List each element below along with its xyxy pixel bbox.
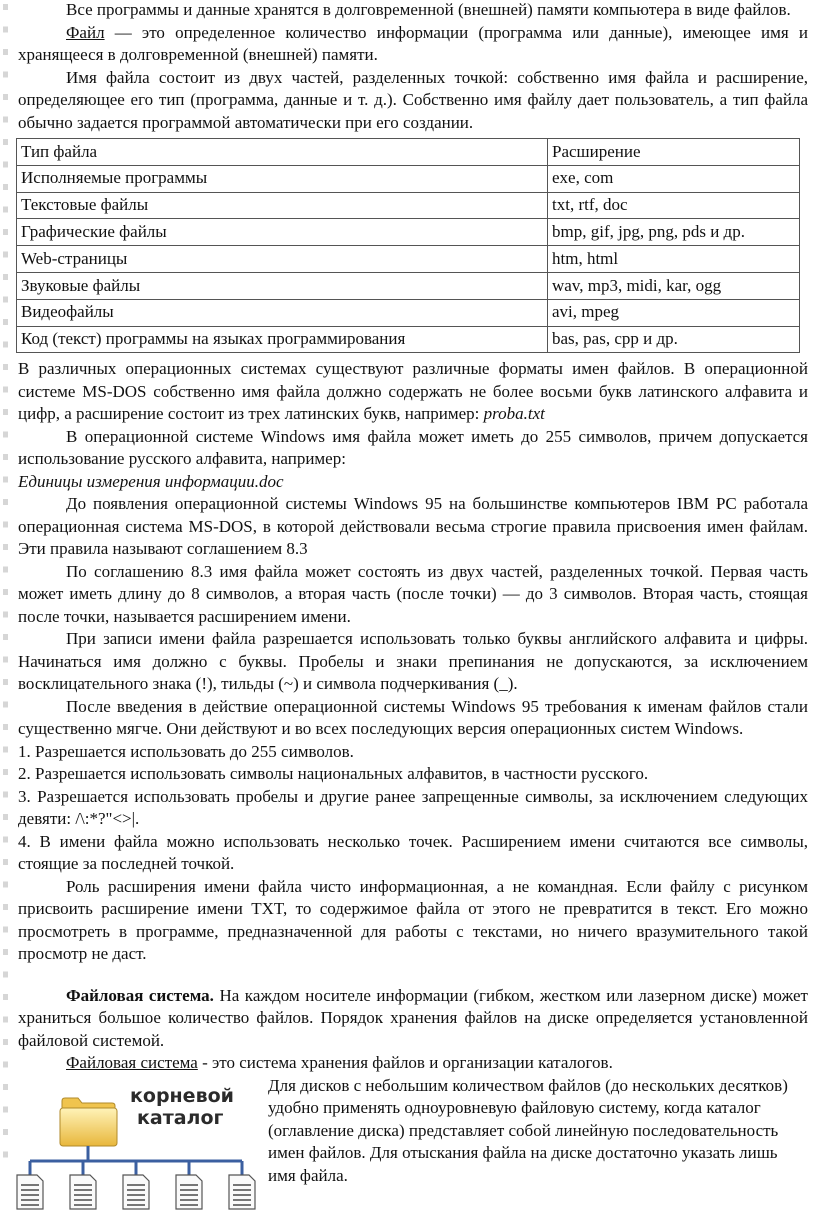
table-row	[17, 165, 800, 192]
file-type-cell: Видеофайлы	[17, 299, 548, 326]
extension-cell: avi, mpeg	[548, 299, 800, 326]
paragraph: До появления операционной системы Windows 95 на большинстве компьютеров IBM PC работала операционная система MS-DOS, в которой действовали весьма строгие правила присвоения имен файлам. Эти правила называют соглашением 8.3	[18, 494, 808, 559]
spacer	[18, 966, 808, 985]
file-type-cell: Звуковые файлы	[17, 272, 548, 299]
extension-cell: htm, html	[548, 246, 800, 273]
table-row	[17, 326, 800, 353]
file-type-cell: Текстовые файлы	[17, 192, 548, 219]
list-item: 4. В имени файла можно использовать несколько точек. Расширением имени считаются все символы, стоящие за последней точкой.	[18, 831, 808, 874]
extension-cell: exe, com	[548, 165, 800, 192]
file-type-cell: Тип файла	[17, 139, 548, 166]
paragraph: Роль расширения имени файла чисто информационная, а не командная. Если файлу с рисунком присвоить расширение имени TXT, то содержимое файла от этого не превратится в текст. Его можно просмотреть в программе, предназначенной для работы с текстами, но ничего вразумительного такой просмотр не даст.	[18, 876, 808, 964]
file-type-cell: Web-страницы	[17, 246, 548, 273]
extension-cell: Расширение	[548, 139, 800, 166]
table-row	[17, 246, 800, 273]
paragraph: Для дисков с небольшим количеством файлов (до нескольких десятков) удобно применять одноуровневую файловую систему, когда каталог (оглавление диска) представляет собой линейную последовательность имен файлов. Для отыскания файла на диске достаточно указать лишь имя файла.	[268, 1075, 788, 1185]
definition-text: - это система хранения файлов и организации каталогов.	[197, 1053, 613, 1073]
table-header-row	[17, 139, 800, 166]
paragraph: В операционной системе Windows имя файла может иметь до 255 символов, причем допускается использование русского алфавита, например:	[18, 426, 808, 469]
paragraph: По соглашению 8.3 имя файла может состоять из двух частей, разделенных точкой. Первая часть может иметь длину до 8 символов, а вторая часть (после точки) — до 3 символов. Вторая часть, стоящая после точки, называется расширением имени.	[18, 561, 808, 626]
paragraph: При записи имени файла разрешается использовать только буквы английского алфавита и цифры. Начинаться имя должно с буквы. Пробелы и знаки препинания не допускаются, за исключением восклицательного знака (!), тильды (~) и символа подчеркивания (_).	[18, 629, 808, 694]
extension-cell: bas, pas, cpp и др.	[548, 326, 800, 353]
tree-lines	[30, 1146, 242, 1175]
example-filename: Единицы измерения информации.doc	[18, 471, 284, 491]
section-heading: Файловая система.	[66, 985, 214, 1005]
paragraph: После введения в действие операционной системы Windows 95 требования к именам файлов стали существенно мягче. Они действуют и во всех последующих версия операционных систем Windows.	[18, 696, 808, 739]
term-file: Файл	[66, 22, 105, 42]
table-row	[17, 219, 800, 246]
list-item: 2. Разрешается использовать символы национальных алфавитов, в частности русского.	[18, 764, 649, 784]
filesystem-definition	[18, 1052, 808, 1075]
table-row	[17, 192, 800, 219]
extension-cell: bmp, gif, jpg, png, pds и др.	[548, 219, 800, 246]
table-row	[17, 272, 800, 299]
file-types-table	[16, 138, 800, 353]
file-type-cell: Исполняемые программы	[17, 165, 548, 192]
paragraph	[18, 358, 808, 426]
table-row	[17, 299, 800, 326]
folder-icon	[60, 1098, 117, 1146]
paragraph: Имя файла состоит из двух частей, разделенных точкой: собственно имя файла и расширение, определяющее его тип (программа, данные и т. д.). Собственно имя файлу дает пользователь, а тип файла обычно задается программой автоматически при его создании.	[18, 67, 808, 132]
file-type-cell: Код (текст) программы на языках программирования	[17, 326, 548, 353]
list-item: 3. Разрешается использовать пробелы и другие ранее запрещенные символы, за исключением следующих девяти: /\:*?"<>|.	[18, 786, 808, 829]
section-paragraph	[18, 985, 808, 1053]
document-icon	[176, 1175, 202, 1209]
example-filename: proba.txt	[483, 404, 545, 424]
paragraph: Все программы и данные хранятся в долговременной (внешней) памяти компьютера в виде файлов.	[66, 0, 791, 19]
list-item: 1. Разрешается использовать до 255 символов.	[18, 741, 354, 761]
paragraph-text: На каждом носителе информации (гибком, жестком или лазерном диске) может храниться большое количество файлов. Порядок хранения файлов на диске определяется установленной файловой системой.	[18, 985, 808, 1050]
definition-text: — это определенное количество информации (программа или данные), имеющее имя и хранящееся в долговременной (внешней) памяти.	[18, 22, 808, 64]
file-definition	[18, 22, 808, 67]
root-directory-diagram	[12, 1077, 262, 1217]
paragraph-text: В различных операционных системах существуют различные форматы имен файлов. В операционной системе MS-DOS собственно имя файла должно содержать не более восьми букв латинского алфавита и цифр, а расширение состоит из трех латинских букв, например:	[18, 359, 808, 424]
margin-marks	[3, 4, 8, 1168]
document-icon	[70, 1175, 96, 1209]
term-filesystem: Файловая система	[66, 1053, 198, 1073]
document-icon	[17, 1175, 43, 1209]
diagram-label-line2: каталог	[137, 1106, 224, 1129]
diagram-label-line1: корневой	[130, 1084, 234, 1107]
figure-section	[18, 1075, 808, 1215]
document-icon	[229, 1175, 255, 1209]
document-icon	[123, 1175, 149, 1209]
file-type-cell: Графические файлы	[17, 219, 548, 246]
extension-cell: wav, mp3, midi, kar, ogg	[548, 272, 800, 299]
extension-cell: txt, rtf, doc	[548, 192, 800, 219]
document-content	[18, 0, 808, 1215]
